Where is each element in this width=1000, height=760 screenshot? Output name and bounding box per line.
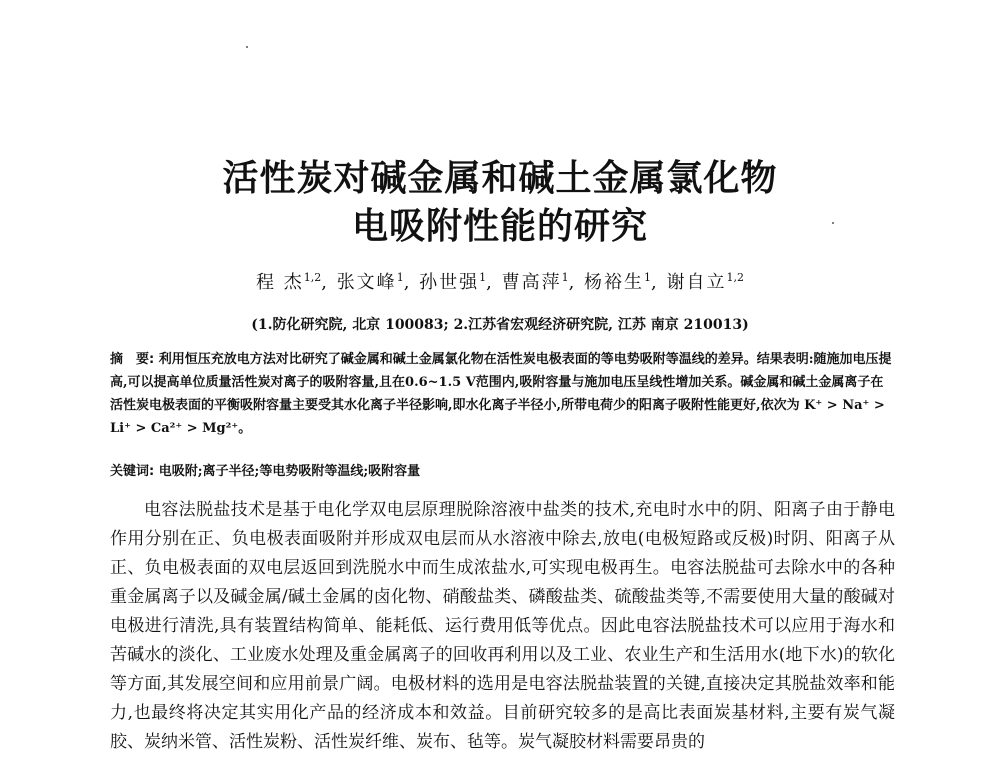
author-name: 曹高萍	[501, 272, 562, 293]
paper-title-line-1: 活性炭对碱金属和碱土金属氯化物	[222, 158, 778, 199]
author-affiliation-mark: 1	[479, 271, 487, 284]
paper-title-line-2: 电吸附性能的研究	[351, 206, 648, 247]
author-name: 杨裕生	[584, 272, 645, 293]
keywords	[110, 460, 895, 479]
scan-speck	[246, 46, 248, 48]
body-paragraph: 电容法脱盐技术是基于电化学双电层原理脱除溶液中盐类的技术,充电时水中的阴、阳离子由于静电作用分别在正、负电极表面吸附并形成双电层而从水溶液中除去,放电(电极短路或反极)时阴、阳离子从正、负电极表面的双电层返回到洗脱水中而生成浓盐水,可实现电极再生。电容法脱盐可去除水中的各种重金属离子以及碱金属/碱土金属的卤化物、硝酸盐类、磷酸盐类、硫酸盐类等,不需要使用大量的酸碱对电极进行清洗,具有装置结构简单、能耗低、运行费用低等优点。因此电容法脱盐技术可以应用于海水和苦碱水的淡化、工业废水处理及重金属离子的回收再利用以及工业、农业生产和生活用水(地下水)的软化等方面,其发展空间和应用前景广阔。电极材料的选用是电容法脱盐装置的关键,直接决定其脱盐效率和能力,也最终将决定其实用化产品的经济成本和效益。目前研究较多的是高比表面炭基材料,主要有炭气凝胶、炭纳米管、活性炭粉、活性炭纤维、炭布、毡等。炭气凝胶材料需要昂贵的	[110, 500, 895, 752]
author-affiliation-mark: 1	[644, 271, 652, 284]
abstract	[110, 348, 895, 440]
author-affiliation-mark: 1	[396, 271, 404, 284]
author-affiliation-mark: 1,2	[726, 271, 744, 284]
author-affiliation-mark: 1	[561, 271, 569, 284]
author-name: 孙世强	[419, 272, 480, 293]
author-list: 程 杰$^{1,2}$, 张文峰$^1$, 孙世强$^1$, 曹高萍$^1$, 杨裕生$^1$, 谢自立$^{1,2}$	[256, 271, 744, 293]
author-name: 张文峰	[336, 272, 397, 293]
affiliation: (1.防化研究院, 北京 100083; 2.江苏省宏观经济研究院, 江苏 南京 210013)	[251, 317, 749, 333]
author-name: 谢自立	[666, 272, 727, 293]
abstract-label: 摘 要:	[110, 352, 155, 367]
keywords-text: 电吸附;离子半径;等电势吸附等温线;吸附容量	[158, 464, 421, 479]
abstract-text: 利用恒压充放电方法对比研究了碱金属和碱土金属氯化物在活性炭电极表面的等电势吸附等温线的差异。结果表明:随施加电压提高,可以提高单位质量活性炭对离子的吸附容量,且在0.6~1.5 V范围内,吸附容量与施加电压呈线性增加关系。碱金属和碱土金属离子在活性炭电极表面的平衡吸附容量主要受其水化离子半径影响,即水化离子半径小,所带电荷少的阳离子吸附性能更好,依次为 K⁺ > Na⁺ > Li⁺ > Ca²⁺ > Mg²⁺。	[110, 352, 892, 436]
author-affiliation-mark: 1,2	[303, 271, 322, 284]
author-name: 程 杰	[256, 272, 304, 293]
keywords-label: 关键词:	[110, 464, 155, 479]
